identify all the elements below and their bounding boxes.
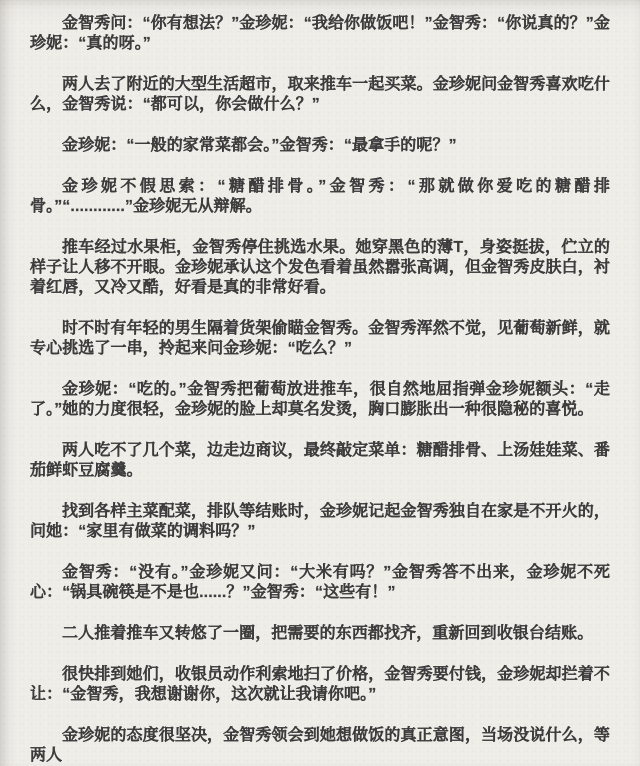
- story-paragraph: 两人去了附近的大型生活超市，取来推车一起买菜。金珍妮问金智秀喜欢吃什么，金智秀说：“都可以，你会做什么？”: [30, 76, 610, 113]
- story-paragraph: 金智秀：“没有。”金珍妮又问：“大米有吗？”金智秀答不出来，金珍妮不死心：“锅具碗筷是不是也......？”金智秀：“这些有！”: [30, 564, 610, 601]
- story-paragraph: 找到各样主菜配菜，排队等结账时，金珍妮记起金智秀独自在家是不开火的，问她：“家里有做菜的调料吗？”: [30, 503, 610, 540]
- story-paragraph: 金珍妮不假思索：“糖醋排骨。”金智秀：“那就做你爱吃的糖醋排骨。”“............”金珍妮无从辩解。: [30, 178, 610, 215]
- story-text: [30, 14, 610, 766]
- story-paragraph: 很快排到她们，收银员动作利索地扫了价格，金智秀要付钱，金珍妮却拦着不让：“金智秀，我想谢谢你，这次就让我请你吧。”: [30, 666, 610, 703]
- story-paragraph: 金珍妮的态度很坚决，金智秀领会到她想做饭的真正意图，当场没说什么，等两人: [30, 727, 610, 764]
- story-paragraph: 时不时有年轻的男生隔着货架偷瞄金智秀。金智秀浑然不觉，见葡萄新鲜，就专心挑选了一串，拎起来问金珍妮：“吃么？”: [30, 320, 610, 357]
- story-paragraph: 金珍妮：“吃的。”金智秀把葡萄放进推车，很自然地屈指弹金珍妮额头：“走了。”她的力度很轻，金珍妮的脸上却莫名发烫，胸口膨胀出一种很隐秘的喜悦。: [30, 381, 610, 418]
- story-paragraph: 二人推着推车又转悠了一圈，把需要的东西都找齐，重新回到收银台结账。: [62, 625, 594, 642]
- story-paragraph: 金智秀问：“你有想法？”金珍妮：“我给你做饭吧！”金智秀：“你说真的？”金珍妮：“真的呀。”: [30, 15, 610, 52]
- story-paragraph: 金珍妮：“一般的家常菜都会。”金智秀：“最拿手的呢？”: [62, 137, 457, 154]
- story-paragraph: 推车经过水果柜，金智秀停住挑选水果。她穿黑色的薄T，身姿挺拔，伫立的样子让人移不开眼。金珍妮承认这个发色看着虽然嚣张高调，但金智秀皮肤白，衬着红唇，又冷又酷，好看是真的非常好看。: [30, 239, 610, 296]
- story-paragraph: 两人吃不了几个菜，边走边商议，最终敲定菜单：糖醋排骨、上汤娃娃菜、番茄鲜虾豆腐羹。: [30, 442, 610, 479]
